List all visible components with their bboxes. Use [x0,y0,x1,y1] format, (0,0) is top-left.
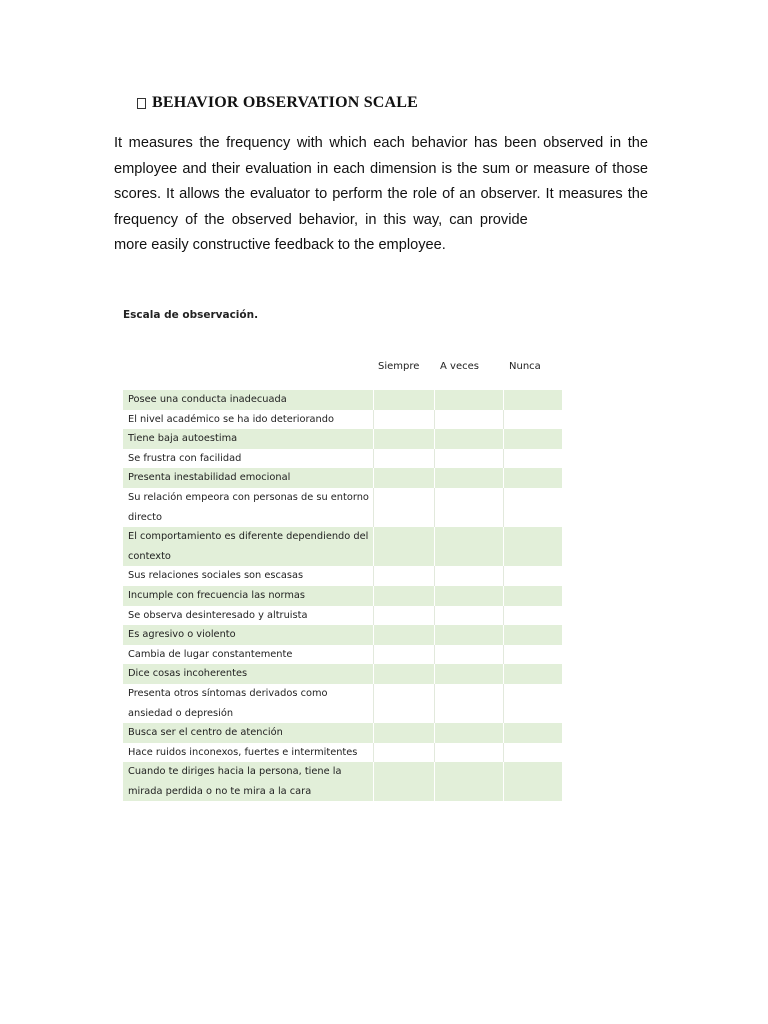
behavior-label: Es agresivo o violento [123,625,373,645]
behavior-label: Se frustra con facilidad [123,449,373,469]
table-row [123,488,562,527]
paragraph-line: employee and their evaluation in each dimension is the sum or measure of those [114,160,648,177]
mark-cell-nunca[interactable] [503,527,562,566]
mark-cell-a-veces[interactable] [434,684,503,723]
behavior-label: Se observa desinteresado y altruista [123,606,373,626]
description-paragraph [114,131,648,259]
section-heading-text: BEHAVIOR OBSERVATION SCALE [152,94,419,111]
mark-cell-siempre[interactable] [373,488,434,527]
mark-cell-nunca[interactable] [503,449,562,469]
mark-cell-a-veces[interactable] [434,410,503,430]
behavior-label: Su relación empeora con personas de su entorno directo [123,488,373,527]
table-row [123,645,562,665]
mark-cell-siempre[interactable] [373,410,434,430]
behavior-label: Cuando te diriges hacia la persona, tiene la mirada perdida o no te mira a la cara [123,762,373,801]
mark-cell-a-veces[interactable] [434,664,503,684]
table-row [123,743,562,763]
mark-cell-a-veces[interactable] [434,566,503,586]
mark-cell-nunca[interactable] [503,488,562,527]
mark-cell-nunca[interactable] [503,743,562,763]
behavior-label: Busca ser el centro de atención [123,723,373,743]
paragraph-line: frequency of the observed behavior, in this way, can provide [114,211,528,228]
behavior-label: Presenta otros síntomas derivados como ansiedad o depresión [123,684,373,723]
behavior-label: Cambia de lugar constantemente [123,645,373,665]
table-title: Escala de observación. [123,309,259,321]
section-heading [137,94,418,112]
mark-cell-siempre[interactable] [373,527,434,566]
mark-cell-siempre[interactable] [373,723,434,743]
column-header-siempre: Siempre [378,361,420,372]
mark-cell-nunca[interactable] [503,566,562,586]
table-row [123,429,562,449]
table-row [123,586,562,606]
paragraph-line: It measures the frequency with which each behavior has been observed in the [114,135,648,151]
mark-cell-siempre[interactable] [373,684,434,723]
table-row [123,625,562,645]
mark-cell-nunca[interactable] [503,586,562,606]
mark-cell-siempre[interactable] [373,625,434,645]
mark-cell-siempre[interactable] [373,566,434,586]
mark-cell-a-veces[interactable] [434,468,503,488]
paragraph-line: scores. It allows the evaluator to perform the role of an observer. It measures the [114,186,648,203]
mark-cell-nunca[interactable] [503,606,562,626]
table-row [123,527,562,566]
column-header-nunca: Nunca [509,361,541,372]
behavior-label: Presenta inestabilidad emocional [123,468,373,488]
paragraph-line: more easily constructive feedback to the employee. [114,237,446,254]
mark-cell-siempre[interactable] [373,586,434,606]
mark-cell-nunca[interactable] [503,684,562,723]
mark-cell-siempre[interactable] [373,606,434,626]
mark-cell-a-veces[interactable] [434,586,503,606]
square-bullet-icon [137,98,146,109]
table-row [123,762,562,801]
mark-cell-siempre[interactable] [373,743,434,763]
mark-cell-siempre[interactable] [373,390,434,410]
table-row [123,684,562,723]
table-row [123,566,562,586]
mark-cell-nunca[interactable] [503,645,562,665]
mark-cell-a-veces[interactable] [434,488,503,527]
mark-cell-nunca[interactable] [503,429,562,449]
mark-cell-nunca[interactable] [503,664,562,684]
mark-cell-siempre[interactable] [373,429,434,449]
mark-cell-siempre[interactable] [373,664,434,684]
table-row [123,723,562,743]
mark-cell-a-veces[interactable] [434,429,503,449]
mark-cell-nunca[interactable] [503,723,562,743]
mark-cell-nunca[interactable] [503,390,562,410]
mark-cell-a-veces[interactable] [434,449,503,469]
column-header-a-veces: A veces [440,361,479,372]
table-row [123,410,562,430]
mark-cell-nunca[interactable] [503,762,562,801]
table-row [123,468,562,488]
table-row [123,664,562,684]
behavior-label: Tiene baja autoestima [123,429,373,449]
mark-cell-a-veces[interactable] [434,762,503,801]
mark-cell-a-veces[interactable] [434,625,503,645]
mark-cell-siempre[interactable] [373,645,434,665]
behavior-label: Incumple con frecuencia las normas [123,586,373,606]
behavior-label: Posee una conducta inadecuada [123,390,373,410]
behavior-label: Dice cosas incoherentes [123,664,373,684]
mark-cell-a-veces[interactable] [434,527,503,566]
table-row [123,390,562,410]
observation-table [123,390,562,801]
behavior-label: El nivel académico se ha ido deteriorando [123,410,373,430]
mark-cell-a-veces[interactable] [434,606,503,626]
mark-cell-a-veces[interactable] [434,743,503,763]
behavior-label: El comportamiento es diferente dependiendo del contexto [123,527,373,566]
mark-cell-a-veces[interactable] [434,723,503,743]
table-row [123,449,562,469]
behavior-label: Hace ruidos inconexos, fuertes e intermitentes [123,743,373,763]
mark-cell-siempre[interactable] [373,762,434,801]
behavior-label: Sus relaciones sociales son escasas [123,566,373,586]
mark-cell-nunca[interactable] [503,625,562,645]
mark-cell-nunca[interactable] [503,410,562,430]
mark-cell-a-veces[interactable] [434,645,503,665]
mark-cell-a-veces[interactable] [434,390,503,410]
mark-cell-nunca[interactable] [503,468,562,488]
mark-cell-siempre[interactable] [373,468,434,488]
table-row [123,606,562,626]
mark-cell-siempre[interactable] [373,449,434,469]
